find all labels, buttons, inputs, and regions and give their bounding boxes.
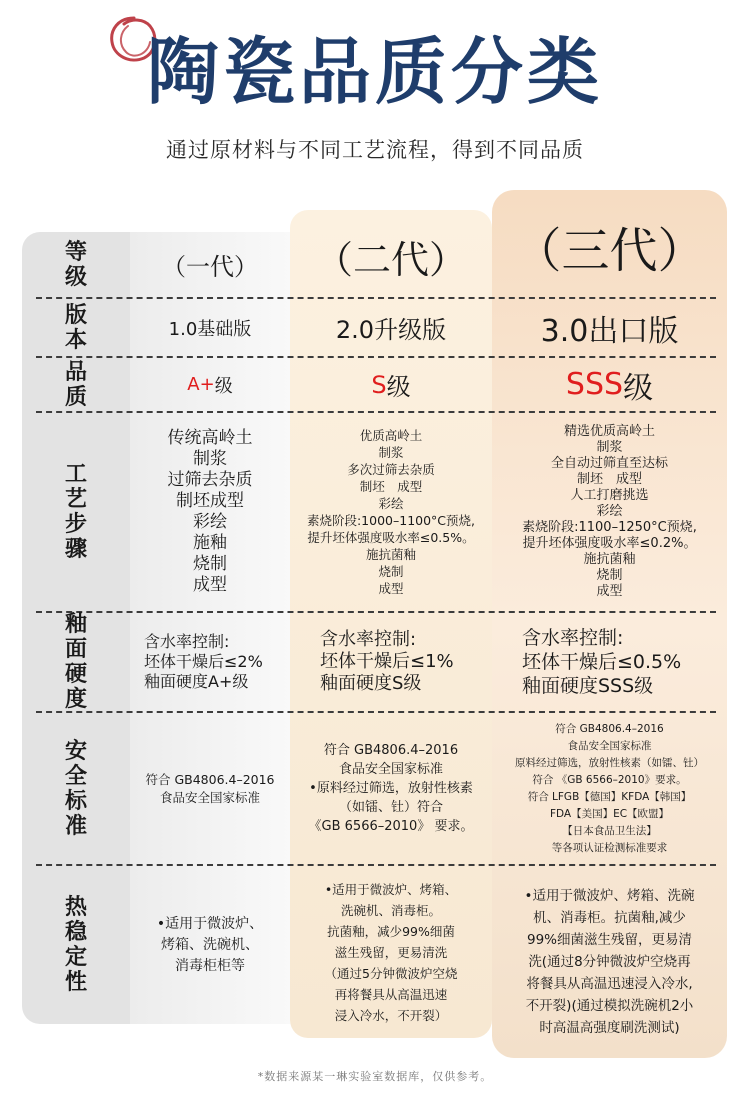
- cell-line: 本: [64, 327, 87, 353]
- cell-line: 成型: [193, 575, 227, 595]
- cell-line: 洗碗机、消毒柜。: [340, 902, 441, 918]
- cell-line: 准: [64, 813, 87, 839]
- gen2-process: [290, 413, 492, 611]
- row-label-safety: [22, 713, 130, 864]
- cell-line: 符合 LFGB【德国】KFDA【韩国】: [527, 790, 692, 803]
- cell-line: 施釉: [193, 533, 227, 553]
- cell-line: 食品安全国家标准: [567, 739, 652, 752]
- gen3-grade: （三代）: [513, 222, 706, 279]
- cell-line: 优质高岭土: [359, 428, 423, 443]
- cell-line: 全: [64, 763, 87, 789]
- cell-line: 符合 GB4806.4–2016: [145, 771, 275, 787]
- gen3-process: [492, 413, 727, 611]
- page-subtitle: 通过原材料与不同工艺流程，得到不同品质: [166, 138, 584, 162]
- cell-line: 时高温高强度刷洗测试): [539, 1020, 680, 1036]
- gen3-hardness: [492, 613, 727, 711]
- cell-line: 烧制: [596, 568, 623, 583]
- cell-line: 符合 GB4806.4–2016: [555, 722, 664, 735]
- cell-line: 度: [64, 687, 87, 712]
- cell-line: 级: [623, 370, 654, 406]
- cell-line: 含水率控制:: [320, 629, 417, 650]
- cell-line: 级: [214, 375, 233, 397]
- gen1-hardness: [130, 613, 290, 711]
- cell-line: 素烧阶段:1000–1100°C预烧,: [306, 513, 476, 528]
- cell-line: 成型: [378, 581, 404, 596]
- cell-line: 彩绘: [378, 496, 404, 511]
- cell-line: 食品安全国家标准: [338, 762, 443, 777]
- cell-line: 坯体干燥后≤1%: [320, 651, 454, 672]
- gen1-quality: [130, 358, 290, 411]
- cell-line: 热: [64, 895, 87, 920]
- row-label-quality: [22, 358, 130, 411]
- cell-line: •适用于微波炉、: [156, 915, 264, 932]
- cell-line: 艺: [64, 487, 87, 512]
- cell-line: 步: [64, 512, 87, 537]
- cell-line: 食品安全国家标准: [159, 789, 260, 805]
- gen1-process: [130, 413, 290, 611]
- cell-line: 机、消毒柜。抗菌釉,减少: [533, 910, 686, 926]
- cell-line: 提升坯体强度吸水率≤0.5%。: [307, 530, 475, 545]
- gen2-safety: [290, 713, 492, 864]
- cell-line: 质: [64, 384, 87, 410]
- cell-line: 工: [64, 462, 87, 487]
- gen3-version: 3.0出口版: [540, 313, 679, 349]
- cell-line: 骤: [64, 537, 87, 562]
- cell-line: 坯体干燥后≤2%: [144, 652, 263, 671]
- cell-line: 制浆: [378, 445, 404, 460]
- cell-line: （通过5分钟微波炉空烧: [324, 965, 458, 981]
- cell-line: 安: [64, 738, 87, 764]
- gen2-quality: [290, 358, 492, 411]
- cell-line: 符合 《GB 6566–2010》要求。: [532, 773, 687, 786]
- cell-line: 等: [64, 239, 87, 265]
- row-label-version: [22, 299, 130, 356]
- cell-line: 品: [64, 359, 87, 385]
- cell-line: 含水率控制:: [144, 632, 230, 651]
- cell-line: 釉: [64, 612, 87, 637]
- gen3-thermal: [492, 866, 727, 1058]
- cell-line: 彩绘: [193, 512, 227, 532]
- cell-line: 素烧阶段:1100–1250°C预烧,: [522, 520, 697, 535]
- gen2-thermal: [290, 866, 492, 1038]
- cell-line: 制浆: [596, 440, 623, 455]
- cell-line: 人工打磨挑选: [570, 488, 649, 503]
- cell-line: 抗菌釉，减少99%细菌: [327, 923, 455, 939]
- page-title: 陶瓷品质分类: [146, 29, 603, 114]
- gen3-safety: [492, 713, 727, 864]
- row-label-thermal: [22, 866, 130, 1024]
- cell-line: 性: [64, 970, 87, 995]
- cell-line: 多次过筛去杂质: [347, 462, 435, 477]
- cell-line: 提升坯体强度吸水率≤0.2%。: [522, 536, 697, 551]
- cell-line: 精选优质高岭土: [563, 424, 655, 439]
- cell-line: 级: [64, 264, 87, 290]
- cell-line: 硬: [64, 662, 87, 687]
- cell-line: 过筛去杂质: [167, 470, 253, 490]
- cell-line: 滋生残留，更易清洗: [334, 944, 448, 960]
- cell-line: 【日本食品卫生法】: [562, 824, 657, 837]
- cell-line: A+: [187, 374, 215, 395]
- cell-line: 等各项认证检测标准要求: [551, 841, 668, 854]
- cell-line: 釉面硬度SSS级: [522, 675, 654, 697]
- gen1-thermal: [130, 866, 290, 1024]
- cell-line: 版: [64, 302, 87, 328]
- cell-line: 釉面硬度S级: [320, 673, 422, 694]
- cell-line: 面: [64, 637, 87, 662]
- header: [0, 0, 750, 120]
- cell-line: •原料经过筛选，放射性核素: [309, 781, 473, 796]
- gen1-safety: [130, 713, 290, 864]
- cell-line: （如镭、钍）符合: [338, 800, 443, 815]
- cell-line: 坯体干燥后≤0.5%: [522, 651, 682, 673]
- cell-line: FDA【美国】EC【欧盟】: [549, 807, 670, 820]
- row-label-hardness: [22, 613, 130, 711]
- cell-line: •适用于微波炉、烤箱、洗碗: [524, 888, 695, 904]
- cell-line: 消毒柜柜等: [175, 957, 245, 974]
- cell-line: 烧制: [193, 554, 227, 574]
- cell-line: 《GB 6566–2010》 要求。: [308, 819, 474, 834]
- cell-line: 洗(通过8分钟微波炉空烧再: [528, 954, 691, 970]
- cell-line: 将餐具从高温迅速浸入冷水,: [526, 976, 693, 992]
- gen1-grade: （一代）: [162, 253, 258, 281]
- cell-line: 含水率控制:: [522, 627, 624, 649]
- cell-line: 制坯 成型: [359, 479, 423, 494]
- cell-line: 级: [386, 373, 411, 401]
- cell-line: S: [371, 370, 387, 399]
- cell-line: 彩绘: [596, 504, 623, 519]
- row-label-process: [22, 413, 130, 611]
- gen2-grade: （二代）: [314, 237, 467, 282]
- cell-line: 烧制: [378, 564, 404, 579]
- gen2-hardness: [290, 613, 492, 711]
- cell-line: 釉面硬度A+级: [144, 672, 249, 691]
- cell-line: 符合 GB4806.4–2016: [323, 743, 459, 758]
- cell-line: 成型: [596, 584, 623, 599]
- cell-line: 稳: [64, 920, 87, 945]
- cell-line: 原料经过筛选，放射性核素（如镭、钍）: [515, 756, 704, 769]
- cell-line: 全自动过筛直至达标: [550, 456, 668, 471]
- gen3-quality: [492, 358, 727, 411]
- gen1-version: 1.0基础版: [168, 318, 252, 340]
- cell-line: 制坯 成型: [576, 472, 642, 487]
- cell-line: •适用于微波炉、烤箱、: [324, 881, 458, 897]
- cell-line: SSS: [565, 367, 624, 402]
- cell-line: 施抗菌釉: [583, 552, 636, 567]
- cell-line: 不开裂)(通过模拟洗碗机2小: [525, 998, 694, 1014]
- cell-line: 施抗菌釉: [365, 547, 416, 562]
- cell-line: 制浆: [193, 449, 227, 469]
- cell-line: 制坯成型: [176, 491, 244, 511]
- cell-line: 烤箱、洗碗机、: [161, 936, 259, 953]
- cell-line: 99%细菌滋生残留，更易清: [526, 932, 692, 948]
- gen2-version: 2.0升级版: [335, 316, 447, 344]
- cell-line: 再将餐具从高温迅速: [334, 986, 448, 1002]
- cell-line: 传统高岭土: [167, 428, 253, 448]
- cell-line: 浸入冷水，不开裂）: [334, 1007, 448, 1023]
- cell-line: 标: [64, 788, 87, 814]
- footnote: *数据来源某一琳实验室数据库，仅供参考。: [257, 1070, 493, 1083]
- cell-line: 定: [64, 945, 87, 970]
- row-label-grade: [22, 232, 130, 297]
